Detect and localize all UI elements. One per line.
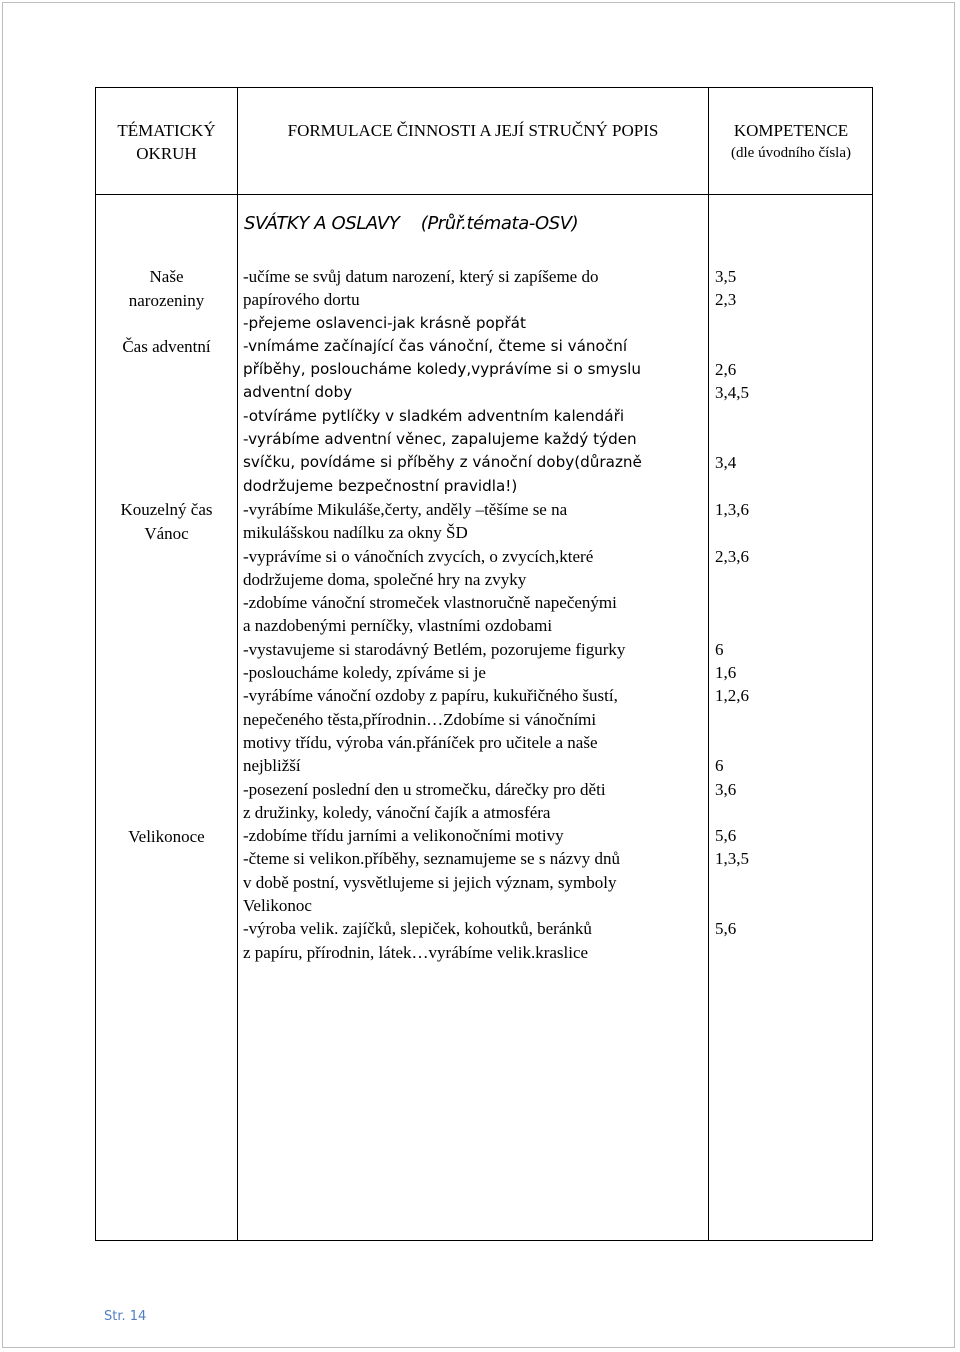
activity-line: -posezení poslední den u stromečku, dárečky pro děti (243, 779, 606, 799)
activity-line: motivy třídu, výroba ván.přáníček pro učitele a naše (243, 732, 598, 752)
curriculum-table (95, 87, 873, 1241)
activity-line: -vyprávíme si o vánočních zvycích, o zvycích,které (243, 546, 594, 566)
header-topic-line2: OKRUH (136, 144, 197, 163)
topic-christmas (96, 498, 237, 545)
competence-value (715, 731, 865, 754)
activity-line: Velikonoc (243, 896, 312, 916)
activity-line: -vystavujeme si starodávný Betlém, pozorujeme figurky (243, 639, 626, 659)
column-divider (237, 88, 238, 1240)
activity-line: dodržujeme doma, společné hry na zvyky (243, 569, 527, 589)
topic-line: Čas adventní (122, 337, 211, 356)
competence-value (715, 428, 865, 451)
page-number: Str. 14 (104, 1309, 147, 1324)
activity-line: -vnímáme začínající čas vánoční, čteme si vánoční (243, 336, 628, 355)
activity-line: -výroba velik. zajíčků, slepiček, kohoutků, beránků (243, 919, 592, 939)
activity-line: -zdobíme vánoční stromeček vlastnoručně napečenými (243, 593, 617, 613)
activity-line: -čteme si velikon.příběhy, seznamujeme se s názvy dnů (243, 849, 621, 869)
topic-line: Velikonoce (128, 827, 205, 846)
header-divider (96, 194, 872, 195)
competence-value: 3,6 (715, 779, 737, 799)
activity-line: -přejeme oslavenci-jak krásně popřát (243, 313, 526, 332)
competence-value (715, 894, 865, 917)
header-competence-line1: KOMPETENCE (733, 121, 849, 140)
header-topic-line1: TÉMATICKÝ (117, 121, 216, 140)
topic-advent (96, 335, 237, 359)
activity-line: -vyrábíme vánoční ozdoby z papíru, kukuřičného šustí, (243, 686, 618, 706)
activity-line: -otvíráme pytlíčky v sladkém adventním kalendáři (243, 406, 625, 425)
activity-line: a nazdobenými perníčky, vlastními ozdobami (243, 616, 553, 636)
competence-value (715, 614, 865, 637)
competence-value (715, 591, 865, 614)
activity-line: -posloucháme koledy, zpíváme si je (243, 663, 486, 683)
activity-line: z papíru, přírodnin, látek…vyrábíme velik.kraslice (243, 942, 589, 962)
header-competence (709, 119, 873, 165)
activity-line: -vyrábíme Mikuláše,čerty, anděly –těšíme se na (243, 499, 568, 519)
competence-value (715, 335, 865, 358)
topic-birthdays (96, 265, 237, 312)
competence-value (715, 405, 865, 428)
column-divider (708, 88, 709, 1240)
competence-value: 5,6 (715, 919, 737, 939)
competence-value: 3,5 (715, 267, 737, 286)
activity-line: nepečeného těsta,přírodnin…Zdobíme si vánočními (243, 709, 597, 729)
activity-line: papírového dortu (243, 290, 360, 310)
competence-value: 1,2,6 (715, 686, 749, 706)
activity-line: v době postní, vysvětlujeme si jejich význam, symboly (243, 872, 617, 892)
competence-value: 2,3,6 (715, 546, 749, 566)
competence-value (715, 312, 865, 335)
topic-line: Kouzelný čas (120, 500, 213, 519)
competence-value: 2,3 (715, 290, 737, 310)
competence-value (715, 871, 865, 894)
activity-line: mikulášskou nadílku za okny ŠD (243, 523, 468, 543)
competence-value (715, 708, 865, 731)
competence-value: 6 (715, 756, 724, 776)
activity-line: příběhy, posloucháme koledy,vyprávíme si o smyslu (243, 360, 642, 379)
competence-value: 2,6 (715, 360, 737, 380)
activity-line: dodržujeme bezpečnostní pravidla!) (243, 476, 518, 495)
competence-value (715, 801, 865, 824)
competence-value: 5,6 (715, 826, 737, 846)
activity-line: -učíme se svůj datum narození, který si zapíšeme do (243, 267, 599, 286)
competence-value (715, 941, 865, 964)
topic-line: Naše (149, 267, 184, 286)
competence-value (715, 568, 865, 591)
topic-line: narozeniny (128, 290, 205, 310)
competence-value (715, 475, 865, 498)
competence-value: 1,3,5 (715, 849, 749, 869)
header-topic (96, 119, 237, 165)
activity-line: nejbližší (243, 756, 301, 776)
competence-value (715, 521, 865, 544)
header-activity: FORMULACE ČINNOSTI A JEJÍ STRUČNÝ POPIS (287, 121, 659, 140)
activity-line: z družinky, koledy, vánoční čajík a atmosféra (243, 802, 551, 822)
activity-line: -zdobíme třídu jarními a velikonočními motivy (243, 826, 564, 846)
activity-list (243, 265, 708, 964)
header-competence-line2: (dle úvodního čísla) (731, 145, 851, 161)
activity-line: -vyrábíme adventní věnec, zapalujeme každý týden (243, 430, 637, 449)
competence-value: 1,6 (715, 663, 737, 683)
competence-value: 3,4 (715, 453, 737, 473)
section-title: SVÁTKY A OSLAVY (Průř.témata-OSV) (244, 213, 579, 234)
competence-value: 1,3,6 (715, 499, 749, 519)
competence-value: 3,4,5 (715, 383, 749, 403)
activity-line: svíčku, povídáme si příběhy z vánoční doby(důrazně (243, 453, 642, 472)
topic-easter (96, 825, 237, 849)
topic-line: Vánoc (144, 523, 189, 543)
competence-value: 6 (715, 639, 724, 659)
activity-line: adventní doby (243, 383, 353, 402)
competence-list (715, 265, 865, 964)
